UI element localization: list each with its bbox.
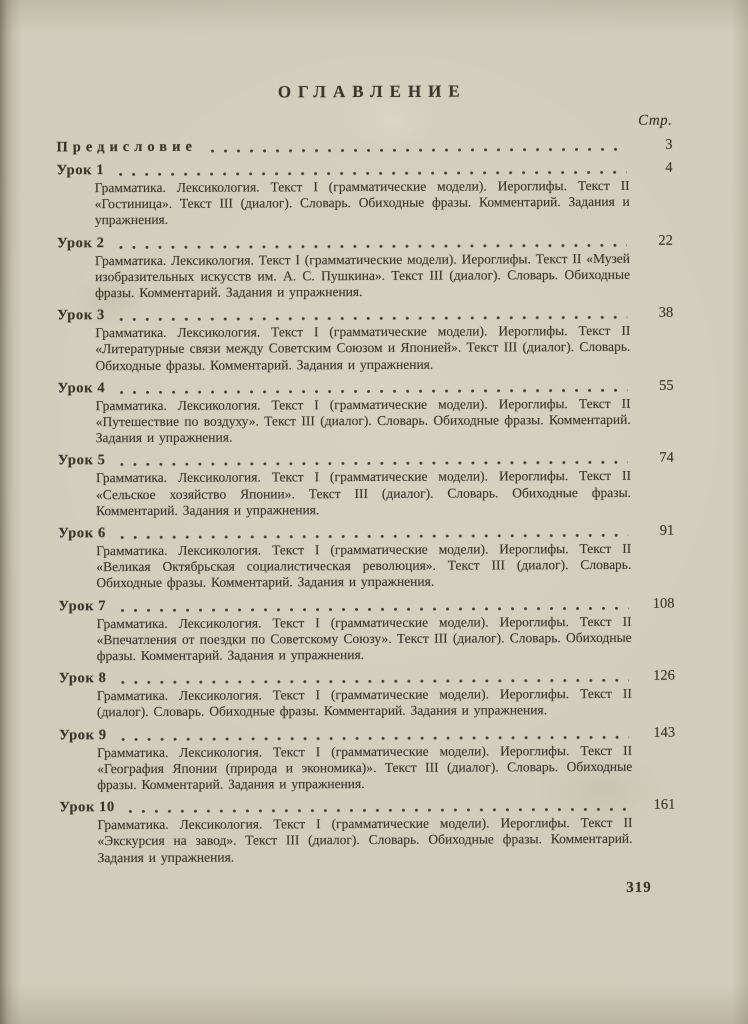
entry-page-number: 38 <box>658 304 674 321</box>
toc-entry-row <box>57 232 673 252</box>
entry-page-number: 74 <box>659 450 674 467</box>
entry-description: Грамматика. Лексикология. Текст I (грамматические модели). Иероглифы. Текст II «Путешествие по воздуху». Текст III (диалог). Словарь. Обиходные фразы. Комментарий. Задания и упражнения. <box>95 395 631 446</box>
dot-leader <box>118 170 626 177</box>
toc-entry-row <box>58 523 674 543</box>
page-title: ОГЛАВЛЕНИЕ <box>277 81 467 102</box>
toc-entry <box>58 377 674 446</box>
toc-entry <box>57 160 673 229</box>
entry-page-number: 22 <box>658 232 673 249</box>
toc-entry <box>58 595 674 664</box>
page-column-header: Стр. <box>638 112 673 129</box>
toc-list <box>56 137 675 867</box>
dot-leader <box>119 315 627 322</box>
dot-leader <box>120 678 628 685</box>
toc-entry-row <box>57 305 673 325</box>
entry-description: Грамматика. Лексикология. Текст I (грамматические модели). Иероглифы. Текст II «Гостиница». Текст III (диалог). Словарь. Обиходные фразы. Комментарий. Задания и упражнения. <box>94 177 630 228</box>
toc-entry-row <box>56 137 672 157</box>
dot-leader <box>120 533 628 540</box>
entry-page-number: 161 <box>653 796 676 814</box>
entry-label: Урок 7 <box>58 597 107 614</box>
entry-description: Грамматика. Лексикология. Текст I (грамматические модели). Иероглифы. Текст II «Впечатления от поездки по Советскому Союзу». Текст III (диалог). Словарь. Обиходные фразы. Комментарий. Задания и упражнения. <box>96 613 632 664</box>
entry-label: Урок 2 <box>56 234 105 251</box>
toc-entry <box>58 450 674 519</box>
dot-leader <box>119 460 627 467</box>
entry-page-number: 143 <box>653 724 676 741</box>
toc-entry-row <box>58 377 674 397</box>
toc-entry-row <box>59 797 675 817</box>
entry-page-number: 126 <box>653 667 675 685</box>
entry-page-number: 55 <box>659 377 674 394</box>
entry-description: Грамматика. Лексикология. Текст I (грамматические модели). Иероглифы. Текст II «Великая Октябрьская социалистическая революция». Текст III (диалог). Словарь. Обиходные фразы. Комментарий. Задания и упражнения. <box>96 540 632 591</box>
toc-entry-row <box>59 668 675 688</box>
entry-label: Урок 8 <box>58 670 107 687</box>
entry-label: Урок 4 <box>57 379 106 397</box>
entry-description: Грамматика. Лексикология. Текст I (грамматические модели). Иероглифы. Текст II «География Японии (природа и экономика)». Текст III (диалог). Словарь. Обиходные фразы. Комментарий. Задания и упражнения. <box>97 742 633 793</box>
entry-label: Урок 3 <box>57 307 105 324</box>
entry-description: Грамматика. Лексикология. Текст I (грамматические модели). Иероглифы. Текст II «Музей изобразительных искусств им. А. С. Пушкина». Текст III (диалог). Словарь. Обиходные фразы. Комментарий. Задания и упражнения. <box>94 250 631 301</box>
entry-page-number: 3 <box>665 136 673 153</box>
entry-label: Урок 6 <box>58 525 106 542</box>
entry-label: Предисловие <box>56 138 197 156</box>
dot-leader <box>129 807 630 814</box>
toc-entry <box>57 232 673 301</box>
entry-description: Грамматика. Лексикология. Текст I (грамматические модели). Иероглифы. Текст II «Литературные связи между Советским Союзом и Японией». Текст III (диалог). Словарь. Обиходные фразы. Комментарий. Задания и упражнения. <box>95 323 631 373</box>
entry-label: Урок 5 <box>57 452 106 469</box>
dot-leader <box>119 388 627 395</box>
toc-entry <box>59 797 675 866</box>
dot-leader <box>121 735 629 742</box>
toc-entry <box>58 523 674 592</box>
dot-leader <box>211 147 627 154</box>
entry-page-number: 91 <box>659 522 675 539</box>
entry-label: Урок 9 <box>59 726 107 744</box>
toc-entry-row <box>58 595 674 615</box>
entry-page-number: 108 <box>652 595 675 612</box>
dot-leader <box>120 606 628 613</box>
entry-description: Грамматика. Лексикология. Текст I (грамматические модели). Иероглифы. Текст II (диалог). Словарь. Обиходные фразы. Комментарий. Задания и упражнения. <box>96 686 632 720</box>
entry-label: Урок 10 <box>59 799 115 816</box>
entry-description: Грамматика. Лексикология. Текст I (грамматические модели). Иероглифы. Текст II «Сельское хозяйство Японии». Текст III (диалог). Словарь. Обиходные фразы. Комментарий. Задания и упражнения. <box>95 468 632 519</box>
toc-entry-row <box>58 450 674 470</box>
entry-page-number: 4 <box>665 159 673 176</box>
toc-entry-row <box>59 724 675 744</box>
entry-label: Урок 1 <box>56 162 105 179</box>
toc-entry <box>57 305 673 374</box>
toc-entry-row <box>57 160 673 180</box>
toc-entry <box>56 137 672 157</box>
toc-entry <box>59 668 675 721</box>
folio-page-number: 319 <box>626 879 652 896</box>
page-content <box>56 81 676 900</box>
entry-description: Грамматика. Лексикология. Текст I (грамматические модели). Иероглифы. Текст II «Экскурсия на завод». Текст III (диалог). Словарь. Обиходные фразы. Комментарий. Задания и упражнения. <box>97 815 633 865</box>
dot-leader <box>119 242 627 249</box>
toc-entry <box>59 724 675 793</box>
